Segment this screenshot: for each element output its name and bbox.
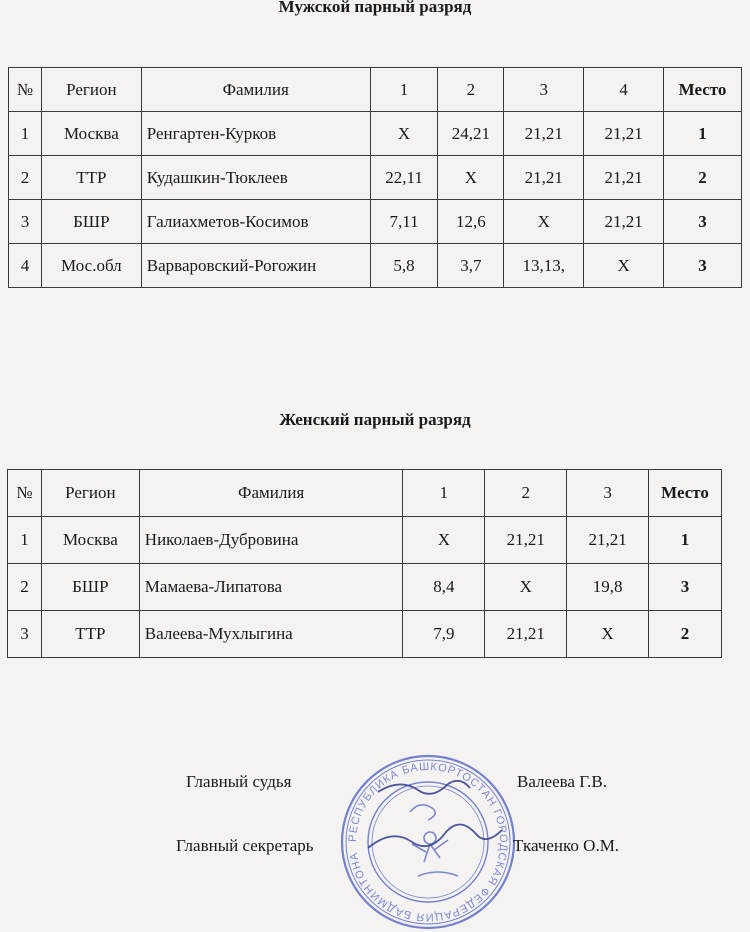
cell-number: 3 [9,200,42,244]
cell-place: 2 [649,611,722,658]
header-game-2: 2 [485,470,567,517]
table-row [9,156,742,200]
header-region: Регион [41,470,139,517]
women-doubles-title: Женский парный разряд [279,410,471,429]
cell-score: X [504,200,584,244]
header-game-3: 3 [504,68,584,112]
header-game-3: 3 [567,470,649,517]
cell-surname: Кудашкин-Тюклеев [141,156,370,200]
cell-score: 7,9 [403,611,485,658]
cell-surname: Галиахметов-Косимов [141,200,370,244]
table-row [8,564,722,611]
header-number: № [9,68,42,112]
cell-region: ТТР [41,611,139,658]
cell-number: 4 [9,244,42,288]
cell-score: X [403,517,485,564]
cell-place: 1 [649,517,722,564]
men-doubles-table [8,67,742,288]
cell-surname: Валеева-Мухлыгина [139,611,403,658]
cell-place: 3 [664,200,742,244]
cell-score: 12,6 [438,200,504,244]
chief-secretary-name: Ткаченко О.М. [513,836,620,855]
men-doubles-title: Мужской парный разряд [278,0,472,16]
cell-region: Москва [41,112,141,156]
cell-place: 3 [664,244,742,288]
cell-place: 3 [649,564,722,611]
cell-score: 21,21 [485,517,567,564]
cell-score: X [370,112,438,156]
header-game-4: 4 [584,68,664,112]
women-doubles-table [7,469,722,658]
header-number: № [8,470,42,517]
table-header-row [9,68,742,112]
table-row [9,112,742,156]
cell-place: 2 [664,156,742,200]
cell-score: 21,21 [567,517,649,564]
header-game-1: 1 [370,68,438,112]
official-stamp-icon [338,752,518,932]
header-game-1: 1 [403,470,485,517]
cell-number: 2 [9,156,42,200]
cell-score: 21,21 [584,200,664,244]
header-place: Место [649,470,722,517]
cell-score: 7,11 [370,200,438,244]
cell-surname: Николаев-Дубровина [139,517,403,564]
cell-surname: Ренгартен-Курков [141,112,370,156]
cell-region: Мос.обл [41,244,141,288]
svg-text:РЕСПУБЛИКА БАШКОРТОСТАН ГОРОДС: РЕСПУБЛИКА БАШКОРТОСТАН ГОРОДСКАЯ ФЕДЕРАЦИЯ БАДМИНТОНА [346,760,510,924]
table-row [9,244,742,288]
cell-surname: Варваровский-Рогожин [141,244,370,288]
cell-number: 2 [8,564,42,611]
chief-secretary-label: Главный секретарь [176,836,314,855]
header-surname: Фамилия [141,68,370,112]
cell-score: 21,21 [584,112,664,156]
cell-score: X [438,156,504,200]
table-row [8,517,722,564]
chief-judge-label: Главный судья [186,772,292,791]
cell-score: 8,4 [403,564,485,611]
cell-score: 21,21 [504,156,584,200]
cell-place: 1 [664,112,742,156]
cell-surname: Мамаева-Липатова [139,564,403,611]
cell-number: 3 [8,611,42,658]
cell-score: 22,11 [370,156,438,200]
cell-score: 13,13, [504,244,584,288]
cell-score: 5,8 [370,244,438,288]
cell-score: 3,7 [438,244,504,288]
cell-region: ТТР [41,156,141,200]
cell-number: 1 [8,517,42,564]
cell-score: 19,8 [567,564,649,611]
table-row [9,200,742,244]
cell-score: X [485,564,567,611]
chief-judge-name: Валеева Г.В. [517,772,607,791]
table-header-row [8,470,722,517]
cell-number: 1 [9,112,42,156]
cell-score: 21,21 [504,112,584,156]
cell-score: X [584,244,664,288]
header-place: Место [664,68,742,112]
cell-score: 21,21 [584,156,664,200]
cell-score: 21,21 [485,611,567,658]
header-surname: Фамилия [139,470,403,517]
header-game-2: 2 [438,68,504,112]
cell-region: БШР [41,564,139,611]
header-region: Регион [41,68,141,112]
table-row [8,611,722,658]
cell-score: X [567,611,649,658]
cell-region: БШР [41,200,141,244]
cell-region: Москва [41,517,139,564]
cell-score: 24,21 [438,112,504,156]
